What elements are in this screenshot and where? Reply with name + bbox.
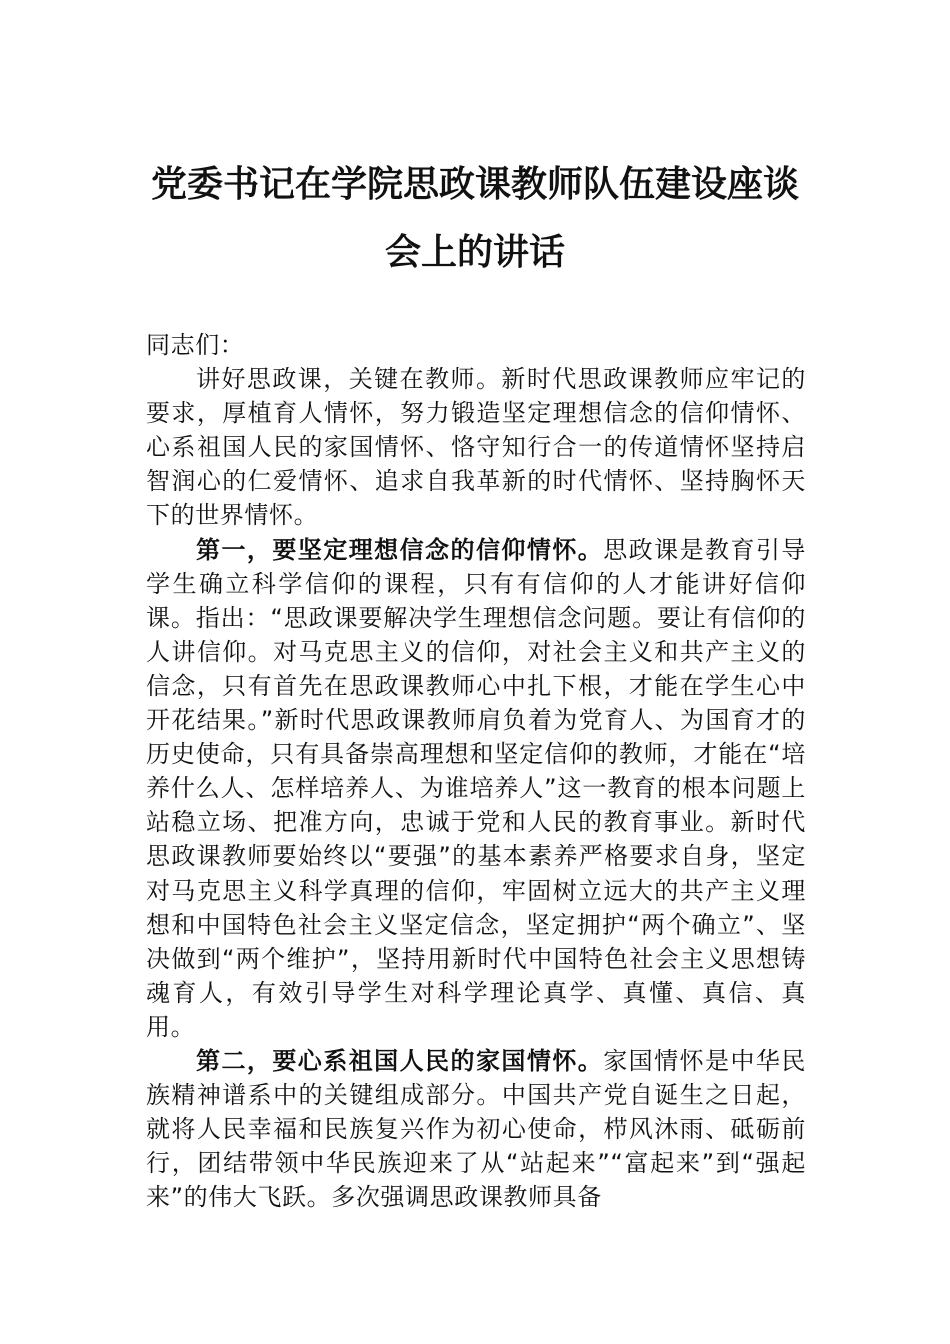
salutation: 同志们：: [146, 331, 245, 359]
paragraph-1: [146, 362, 806, 532]
document-title-line-2: 会上的讲话: [384, 231, 565, 273]
paragraph-lead: 第一，要坚定理想信念的信仰情怀。: [196, 535, 604, 564]
paragraph-2: [146, 533, 806, 1044]
paragraph-text: 家国情怀是中华民族精神谱系中的关键组成部分。中国共产党自诞生之日起，就将人民幸福和民族复兴作为初心使命，栉风沐雨、砥砺前行，团结带领中华民族迎来了从“站起来”“富起来”到“强起来”的伟大飞跃。多次强调思政课教师具备: [146, 1046, 806, 1212]
document-title-line-1: 党委书记在学院思政课教师队伍建设座谈: [150, 163, 799, 205]
paragraph-lead: 第二，要心系祖国人民的家国情怀。: [196, 1046, 604, 1075]
paragraph-text: 思政课是教育引导学生确立科学信仰的课程，只有有信仰的人才能讲好信仰课。指出：“思政课要解决学生理想信念问题。要让有信仰的人讲信仰。对马克思主义的信仰，对社会主义和共产主义的信念，只有首先在思政课教师心中扎下根，才能在学生心中开花结果。”新时代思政课教师肩负着为党育人、为国育才的历史使命，只有具备崇高理想和坚定信仰的教师，才能在“培养什么人、怎样培养人、为谁培养人”这一教育的根本问题上站稳立场、把准方向，忠诚于党和人民的教育事业。新时代思政课教师要始终以“要强”的基本素养严格要求自身，坚定对马克思主义科学真理的信仰，牢固树立远大的共产主义理想和中国特色社会主义坚定信念，坚定拥护“两个确立”、坚决做到“两个维护”，坚持用新时代中国特色社会主义思想铸魂育人，有效引导学生对科学理论真学、真懂、真信、真用。: [146, 535, 806, 1041]
paragraph-3: [146, 1044, 806, 1214]
document-body: [146, 328, 806, 1214]
paragraph-text: 讲好思政课，关键在教师。新时代思政课教师应牢记的要求，厚植育人情怀，努力锻造坚定理想信念的信仰情怀、心系祖国人民的家国情怀、恪守知行合一的传道情怀坚持启智润心的仁爱情怀、追求自我革新的时代情怀、坚持胸怀天下的世界情怀。: [146, 365, 806, 530]
